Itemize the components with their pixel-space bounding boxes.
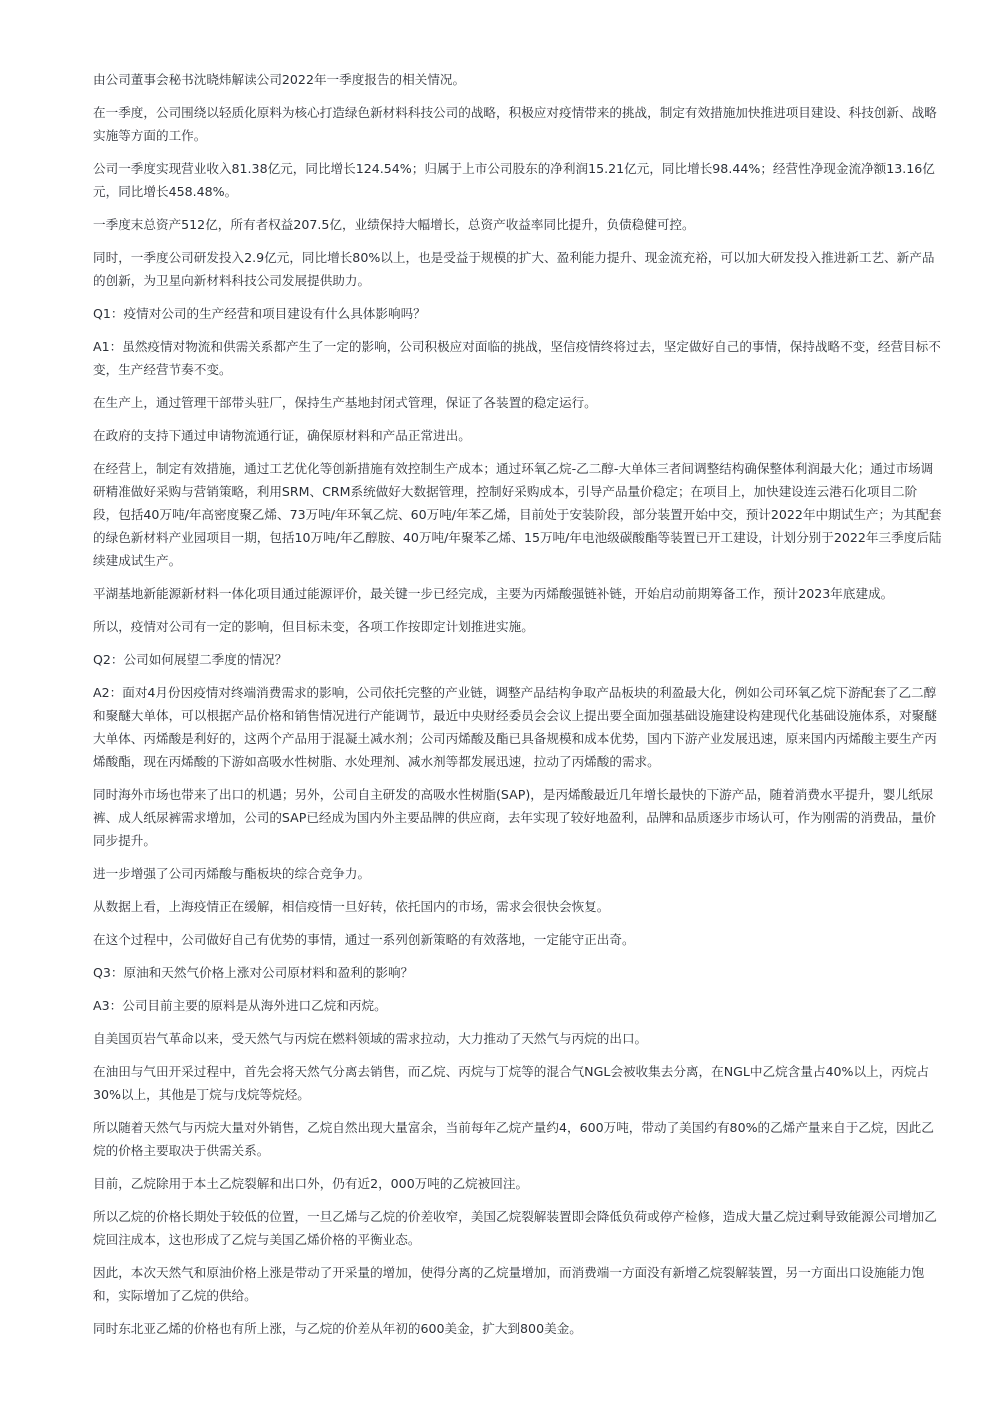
question-1: Q1：疫情对公司的生产经营和项目建设有什么具体影响吗？ xyxy=(93,306,426,321)
question-2: Q2：公司如何展望二季度的情况？ xyxy=(93,652,288,667)
pinghu-paragraph: 平湖基地新能源新材料一体化项目通过能源评价，最关键一步已经完成，主要为丙烯酸强链补链，开始启动前期筹备工作，预计2023年底建成。 xyxy=(93,586,894,601)
assets-paragraph: 一季度末总资产512亿，所有者权益207.5亿，业绩保持大幅增长，总资产收益率同比提升，负债稳健可控。 xyxy=(93,217,695,232)
export-sap-paragraph: 同时海外市场也带来了出口的机遇；另外，公司自主研发的高吸水性树脂(SAP)，是丙烯酸最近几年增长最快的下游产品，随着消费水平提升，婴儿纸尿裤、成人纸尿裤需求增加，公司的SAP已经成为国内外主要品牌的供应商，去年实现了较好地盈利，品牌和品质逐步市场认可，作为刚需的消费品，量价同步提升。 xyxy=(93,787,937,848)
strategy-paragraph: 在一季度，公司围绕以轻质化原料为核心打造绿色新材料科技公司的战略，积极应对疫情带来的挑战，制定有效措施加快推进项目建设、科技创新、战略实施等方面的工作。 xyxy=(93,105,937,143)
ethane-supply-paragraph: 所以随着天然气与丙烷大量对外销售，乙烷自然出现大量富余，当前每年乙烷产量约4，600万吨，带动了美国约有80%的乙烯产量来自于乙烷，因此乙烷的价格主要取决于供需关系。 xyxy=(93,1120,934,1158)
competitiveness-paragraph: 进一步增强了公司丙烯酸与酯板块的综合竞争力。 xyxy=(93,866,371,881)
ngl-paragraph: 在油田与气田开采过程中，首先会将天然气分离去销售，而乙烷、丙烷与丁烷等的混合气NGL会被收集去分离，在NGL中乙烷含量占40%以上，丙烷占30%以上，其他是丁烷与戊烷等烷烃。 xyxy=(93,1064,930,1102)
answer-2: A2：面对4月份因疫情对终端消费需求的影响，公司依托完整的产业链，调整产品结构争取产品板块的利盈最大化，例如公司环氧乙烷下游配套了乙二醇和聚醚大单体，可以根据产品价格和销售情况进行产能调节，最近中央财经委员会会议上提出要全面加强基础设施建设构建现代化基础设施体系，对聚醚大单体、丙烯酸是利好的，这两个产品用于混凝土减水剂；公司丙烯酸及酯已具备规模和成本优势，国内下游产业发展迅速，原来国内丙烯酸主要生产丙烯酸酯，现在丙烯酸的下游如高吸水性树脂、水处理剂、减水剂等都发展迅速，拉动了丙烯酸的需求。 xyxy=(93,685,937,769)
intro-paragraph: 由公司董事会秘书沈晓炜解读公司2022年一季度报告的相关情况。 xyxy=(93,72,466,87)
production-paragraph: 在生产上，通过管理干部带头驻厂，保持生产基地封闭式管理，保证了各装置的稳定运行。 xyxy=(93,395,597,410)
price-balance-paragraph: 所以乙烷的价格长期处于较低的位置，一旦乙烯与乙烷的价差收窄，美国乙烷裂解装置即会降低负荷或停产检修，造成大量乙烷过剩导致能源公司增加乙烷回注成本，这也形成了乙烷与美国乙烯价格的平衡业态。 xyxy=(93,1209,937,1247)
question-3: Q3：原油和天然气价格上涨对公司原材料和盈利的影响？ xyxy=(93,965,414,980)
reinjection-paragraph: 目前，乙烷除用于本土乙烷裂解和出口外，仍有近2，000万吨的乙烷被回注。 xyxy=(93,1176,529,1191)
strategy-execution-paragraph: 在这个过程中，公司做好自己有优势的事情，通过一系列创新策略的有效落地，一定能守正出奇。 xyxy=(93,932,635,947)
answer-3: A3：公司目前主要的原料是从海外进口乙烷和丙烷。 xyxy=(93,998,387,1013)
shanghai-paragraph: 从数据上看，上海疫情正在缓解，相信疫情一旦好转，依托国内的市场，需求会很快会恢复。 xyxy=(93,899,610,914)
revenue-paragraph: 公司一季度实现营业收入81.38亿元，同比增长124.54%；归属于上市公司股东的净利润15.21亿元，同比增长98.44%；经营性净现金流净额13.16亿元，同比增长458.48%。 xyxy=(93,161,935,199)
answer-1: A1：虽然疫情对物流和供需关系都产生了一定的影响，公司积极应对面临的挑战，坚信疫情终将过去，坚定做好自己的事情，保持战略不变，经营目标不变，生产经营节奏不变。 xyxy=(93,339,941,377)
operations-paragraph: 在经营上，制定有效措施，通过工艺优化等创新措施有效控制生产成本；通过环氧乙烷-乙二醇-大单体三者间调整结构确保整体利润最大化；通过市场调研精准做好采购与营销策略，利用SRM、CRM系统做好大数据管理，控制好采购成本，引导产品量价稳定；在项目上，加快建设连云港石化项目二阶段，包括40万吨/年高密度聚乙烯、73万吨/年环氧乙烷、60万吨/年苯乙烯，目前处于安装阶段，部分装置开始中交，预计2022年中期试生产；为其配套的绿色新材料产业园项目一期，包括10万吨/年乙醇胺、40万吨/年聚苯乙烯、15万吨/年电池级碳酸酯等装置已开工建设，计划分别于2022年三季度后陆续建成试生产。 xyxy=(93,461,942,568)
logistics-paragraph: 在政府的支持下通过申请物流通行证，确保原材料和产品正常进出。 xyxy=(93,428,471,443)
q1-summary-paragraph: 所以，疫情对公司有一定的影响，但目标未变，各项工作按即定计划推进实施。 xyxy=(93,619,534,634)
shale-paragraph: 自美国页岩气革命以来，受天然气与丙烷在燃料领域的需求拉动，大力推动了天然气与丙烷的出口。 xyxy=(93,1031,648,1046)
spread-paragraph: 同时东北亚乙烯的价格也有所上涨，与乙烷的价差从年初的600美金，扩大到800美金。 xyxy=(93,1321,582,1336)
rnd-paragraph: 同时，一季度公司研发投入2.9亿元，同比增长80%以上，也是受益于规模的扩大、盈利能力提升、现金流充裕，可以加大研发投入推进新工艺、新产品的创新，为卫星向新材料科技公司发展提供助力。 xyxy=(93,250,935,288)
supply-increase-paragraph: 因此，本次天然气和原油价格上涨是带动了开采量的增加，使得分离的乙烷量增加，而消费端一方面没有新增乙烷裂解装置，另一方面出口设施能力饱和，实际增加了乙烷的供给。 xyxy=(93,1265,925,1303)
